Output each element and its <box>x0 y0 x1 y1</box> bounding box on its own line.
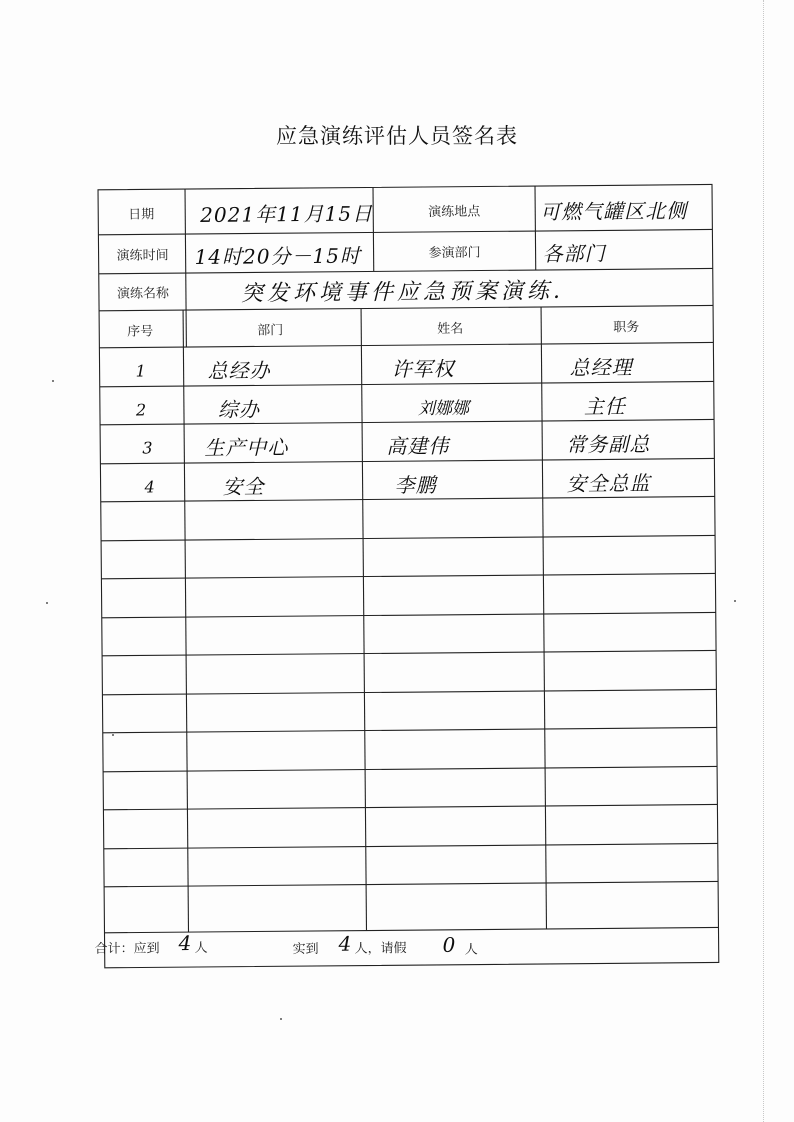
form-title: 应急演练评估人员签名表 <box>276 124 518 148</box>
actual-label: 实到 <box>292 941 319 958</box>
row-dept: 安全 <box>222 474 265 499</box>
row-title: 常务副总 <box>566 432 651 457</box>
row-name: 高建伟 <box>386 433 450 459</box>
row-number: 2 <box>135 400 147 420</box>
total-label: 合计：应到 <box>94 941 160 957</box>
scan-speck <box>280 1018 282 1020</box>
expected-count: 4 <box>178 931 193 956</box>
row-title: 总经理 <box>569 355 633 380</box>
leave-label: 人，请假 <box>354 941 407 957</box>
signature-form <box>80 182 723 970</box>
scan-speck <box>46 602 48 604</box>
row-number: 3 <box>142 438 153 458</box>
scan-speck <box>52 380 54 382</box>
col-header-title: 职务 <box>613 320 640 336</box>
drill-name-value: 突发环境事件应急预案演练. <box>240 278 565 307</box>
row-dept: 综办 <box>217 397 261 422</box>
person-unit: 人 <box>194 940 208 957</box>
time-value: 14时20分－15时 <box>194 243 362 270</box>
drill-name-label: 演练名称 <box>116 286 170 302</box>
col-header-name: 姓名 <box>437 321 464 337</box>
row-name: 李鹏 <box>394 472 437 498</box>
time-label: 演练时间 <box>116 248 169 264</box>
row-name: 许军权 <box>391 356 455 382</box>
row-title: 主任 <box>583 394 627 419</box>
scan-speck <box>112 734 114 736</box>
scan-speck <box>734 600 736 602</box>
date-value: 2021年11月15日 <box>200 201 374 227</box>
row-title: 安全总监 <box>566 471 651 496</box>
leave-count: 0 <box>442 932 457 957</box>
row-number: 1 <box>135 361 146 381</box>
location-label: 演练地点 <box>428 204 481 220</box>
dept-value: 各部门 <box>542 241 606 266</box>
date-label: 日期 <box>128 207 155 223</box>
row-name: 刘娜娜 <box>417 398 470 420</box>
col-header-no: 序号 <box>127 324 154 340</box>
actual-count: 4 <box>338 931 353 956</box>
row-dept: 生产中心 <box>204 435 289 460</box>
row-number: 4 <box>144 477 155 497</box>
leave-unit: 人 <box>464 942 478 958</box>
col-header-dept: 部门 <box>257 323 284 339</box>
location-value: 可燃气罐区北侧 <box>540 198 688 224</box>
scan-edge-line <box>762 0 764 1122</box>
dept-label: 参演部门 <box>428 245 481 261</box>
row-dept: 总经办 <box>207 358 271 383</box>
